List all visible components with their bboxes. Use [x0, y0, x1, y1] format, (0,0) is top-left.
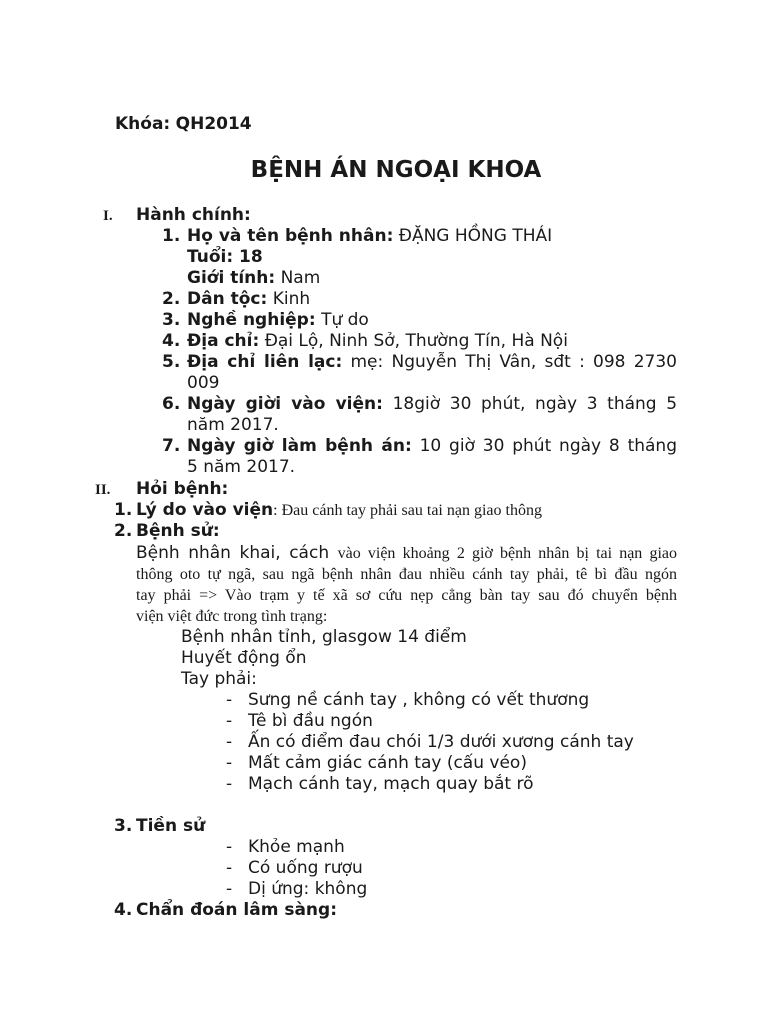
gender-value: Nam — [280, 268, 321, 288]
history-line-4: viện việt đức trong tình trạng: — [136, 608, 328, 625]
s2-item2-number: 2. — [114, 521, 133, 541]
s1-item4-number: 4. — [162, 331, 181, 351]
ethnicity-label: Dân tộc: — [187, 289, 268, 309]
s1-item5 — [187, 352, 677, 373]
occupation-label: Nghề nghiệp: — [187, 310, 316, 330]
ethnicity-value: Kinh — [272, 289, 311, 309]
section-2-numeral: II. — [95, 482, 111, 498]
s1-item2-number: 2. — [162, 289, 181, 309]
past-history-2: Có uống rượu — [248, 858, 363, 878]
past-history-1-dash: - — [226, 837, 233, 857]
s1-item6 — [187, 394, 677, 415]
s1-item3 — [187, 310, 369, 331]
arm-finding-5-dash: - — [226, 774, 233, 794]
arm-finding-3: Ấn có điểm đau chói 1/3 dưới xương cánh tay — [248, 732, 634, 752]
contact-value-line2: 009 — [187, 373, 220, 393]
age-label: Tuổi: 18 — [187, 247, 263, 267]
s2-item1 — [136, 500, 542, 521]
arm-finding-1: Sưng nề cánh tay , không có vết thương — [248, 690, 590, 710]
admission-time-label: Ngày giời vào viện: — [187, 394, 383, 414]
section-1-numeral: I. — [103, 208, 113, 224]
arm-finding-2-dash: - — [226, 711, 233, 731]
record-time-value-line2: 5 năm 2017. — [187, 457, 296, 477]
history-line-3: tay phải => Vào trạm y tế xã sơ cứu nẹp cẳng bàn tay sau đó chuyển bệnh — [136, 587, 677, 604]
past-history-3-dash: - — [226, 879, 233, 899]
arm-finding-2: Tê bì đầu ngón — [248, 711, 373, 731]
status-hemodynamics: Huyết động ổn — [181, 648, 307, 668]
course-line — [115, 114, 252, 135]
history-intro: Bệnh nhân khai, cách — [136, 543, 330, 563]
s2-item3-number: 3. — [114, 816, 133, 836]
record-time-value-line1: 10 giờ 30 phút ngày 8 tháng — [419, 436, 677, 456]
course-value: QH2014 — [175, 114, 252, 134]
s1-item1-number: 1. — [162, 226, 181, 246]
patient-name-label: Họ và tên bệnh nhân: — [187, 226, 394, 246]
arm-finding-4-dash: - — [226, 753, 233, 773]
arm-finding-3-dash: - — [226, 732, 233, 752]
s1-item1 — [187, 226, 552, 247]
record-time-label: Ngày giờ làm bệnh án: — [187, 436, 412, 456]
history-line-1 — [136, 543, 677, 564]
history-text-1: vào viện khoảng 2 giờ bệnh nhân bị tai nạn giao — [337, 545, 677, 562]
s1-item7 — [187, 436, 677, 457]
s1-gender — [187, 268, 320, 289]
admission-time-value-line2: năm 2017. — [187, 415, 279, 435]
s1-item6-number: 6. — [162, 394, 181, 414]
s1-item5-number: 5. — [162, 352, 181, 372]
past-history-label: Tiền sử — [136, 816, 206, 836]
admission-time-value-line1: 18giờ 30 phút, ngày 3 tháng 5 — [392, 394, 678, 414]
course-label: Khóa: — [115, 114, 171, 134]
address-value: Đại Lộ, Ninh Sở, Thường Tín, Hà Nội — [264, 331, 568, 351]
clinical-diagnosis-label: Chẩn đoán lâm sàng: — [136, 900, 338, 920]
gender-label: Giới tính: — [187, 268, 276, 288]
s2-item4-number: 4. — [114, 900, 133, 920]
past-history-3: Dị ứng: không — [248, 879, 368, 899]
contact-value-line1: mẹ: Nguyễn Thị Vân, sđt : 098 2730 — [350, 352, 677, 372]
admission-reason-label: Lý do vào viện — [136, 500, 274, 520]
arm-finding-5: Mạch cánh tay, mạch quay bắt rõ — [248, 774, 534, 794]
arm-finding-1-dash: - — [226, 690, 233, 710]
contact-label: Địa chỉ liên lạc: — [187, 352, 343, 372]
s2-item1-number: 1. — [114, 500, 133, 520]
address-label: Địa chỉ: — [187, 331, 260, 351]
history-line-2: thông oto tự ngã, sau ngã bệnh nhân đau nhiều cánh tay phải, tê bì đầu ngón — [136, 566, 677, 583]
section-1-heading: Hành chính: — [136, 205, 251, 225]
past-history-2-dash: - — [226, 858, 233, 878]
arm-finding-4: Mất cảm giác cánh tay (cấu véo) — [248, 753, 527, 773]
patient-name-value: ĐẶNG HỒNG THÁI — [398, 226, 553, 246]
status-consciousness: Bệnh nhân tỉnh, glasgow 14 điểm — [181, 627, 467, 647]
occupation-value: Tự do — [321, 310, 369, 330]
admission-reason-value: : Đau cánh tay phải sau tai nạn giao thông — [273, 502, 542, 519]
status-right-arm: Tay phải: — [181, 669, 257, 689]
s1-item7-number: 7. — [162, 436, 181, 456]
history-label: Bệnh sử: — [136, 521, 220, 541]
s1-item4 — [187, 331, 568, 352]
past-history-1: Khỏe mạnh — [248, 837, 345, 857]
document-title: BỆNH ÁN NGOẠI KHOA — [250, 157, 542, 183]
s1-item3-number: 3. — [162, 310, 181, 330]
section-2-heading: Hỏi bệnh: — [136, 479, 229, 499]
s1-item2 — [187, 289, 310, 310]
